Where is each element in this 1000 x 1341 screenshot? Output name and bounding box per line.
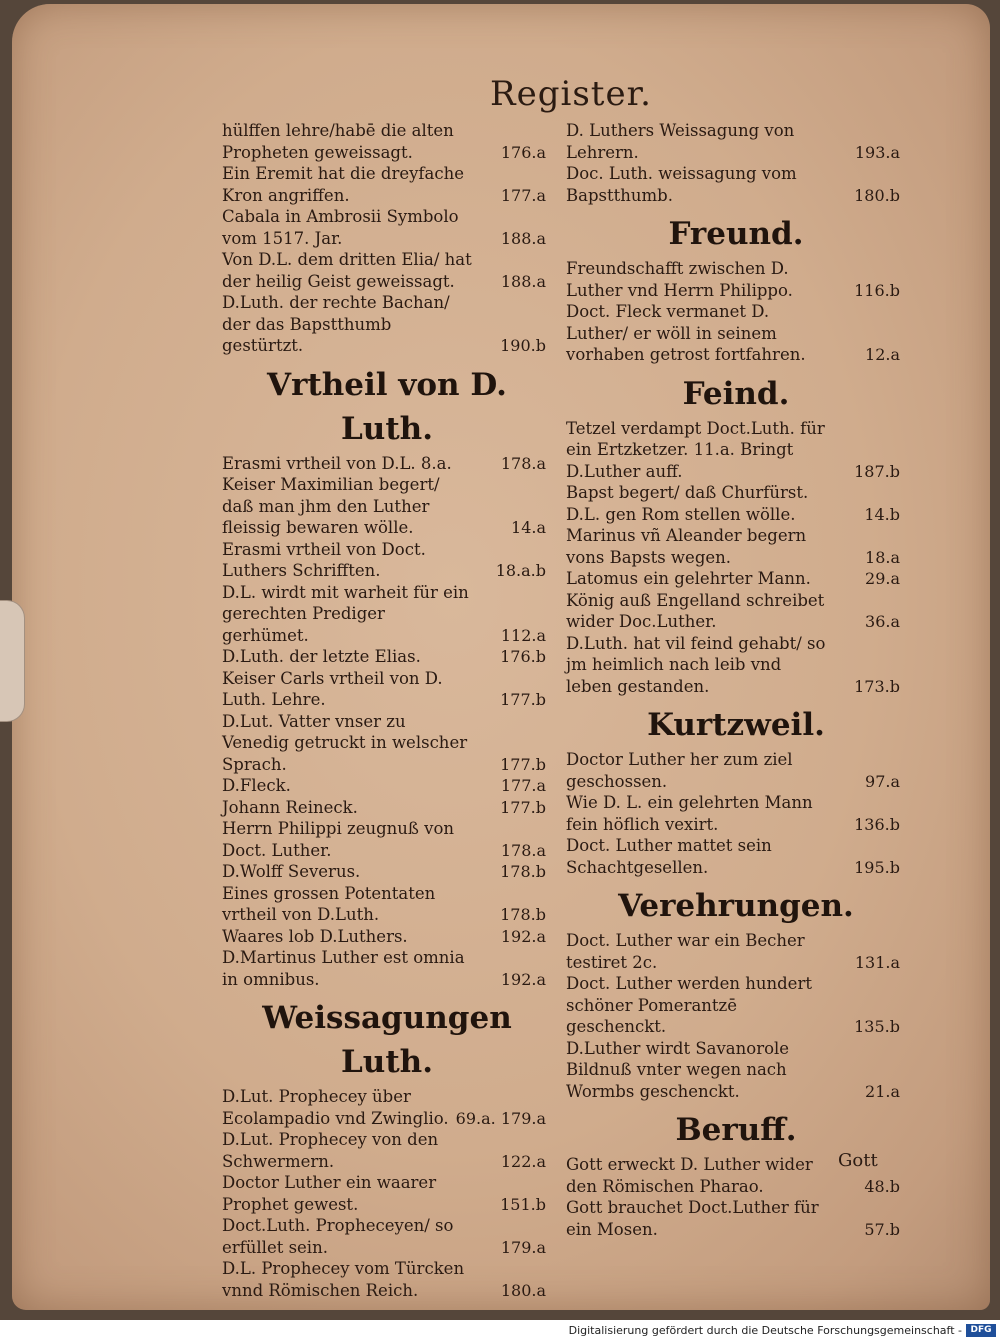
entry-page-ref: 151.b bbox=[500, 1194, 546, 1214]
index-entry bbox=[566, 163, 906, 206]
entry-page-ref: 180.b bbox=[854, 185, 900, 205]
entry-text: Cabala in Ambrosii Symbolo vom 1517. Jar. bbox=[222, 207, 459, 248]
entry-text: Keiser Carls vrtheil von D. Luth. Lehre. bbox=[222, 668, 443, 709]
entry-page-ref: 18.a bbox=[865, 547, 900, 567]
page-header: Register. bbox=[490, 74, 652, 114]
section-heading: Verehrungen. bbox=[618, 888, 854, 924]
entry-text: Freundschafft zwischen D. Luther vnd Herrn Philippo. bbox=[566, 259, 793, 300]
entry-page-ref: 180.a bbox=[500, 1280, 546, 1300]
index-entry bbox=[566, 258, 906, 301]
entry-page-ref: 188.a bbox=[500, 271, 546, 291]
entry-page-ref: 187.b bbox=[854, 461, 900, 481]
index-entry bbox=[222, 582, 552, 647]
entry-page-ref: 57.b bbox=[864, 1219, 900, 1239]
entry-text: Waares lob D.Luthers. bbox=[222, 926, 408, 946]
index-entry bbox=[222, 453, 552, 475]
entry-text: Doctor Luther ein waarer Prophet gewest. bbox=[222, 1173, 437, 1214]
entry-page-ref: 48.b bbox=[864, 1176, 900, 1196]
entry-text: Gott erweckt D. Luther wider den Römischen Pharao. bbox=[566, 1155, 813, 1196]
entry-text: D.Luther wirdt Savanorole Bildnuß vnter wegen nach Wormbs geschenckt. bbox=[566, 1038, 790, 1101]
index-entry bbox=[222, 711, 552, 776]
entry-page-ref: 18.a.b bbox=[495, 561, 546, 580]
index-entry bbox=[566, 633, 906, 698]
entry-page-ref: 177.b bbox=[500, 754, 546, 774]
index-entry bbox=[222, 539, 552, 582]
entry-page-ref: 14.a bbox=[511, 518, 546, 537]
entry-page-ref: 195.b bbox=[854, 857, 900, 877]
entry-text: Doct.Luth. Propheceyen/ so erfüllet sein. bbox=[222, 1216, 454, 1257]
section-heading: Feind. bbox=[682, 375, 790, 412]
index-entry bbox=[566, 973, 906, 1038]
index-entry bbox=[566, 835, 906, 878]
entry-text: Johann Reineck. bbox=[222, 797, 358, 817]
section-heading: Kurtzweil. bbox=[647, 707, 825, 743]
index-entry bbox=[222, 1258, 552, 1301]
index-entry bbox=[566, 1197, 906, 1240]
index-entry bbox=[222, 206, 552, 249]
index-entry bbox=[566, 525, 906, 568]
index-entry bbox=[222, 797, 552, 819]
entry-text: König auß Engelland schreibet wider Doc.Luther. bbox=[566, 590, 825, 631]
entry-text: D.L. Prophecey vom Türcken vnnd Römischen Reich. bbox=[222, 1259, 465, 1300]
index-entry bbox=[222, 883, 552, 926]
footer-bar bbox=[0, 1321, 1000, 1341]
index-entry bbox=[566, 301, 906, 366]
entry-text: D.Lut. Prophecey von den Schwermern. bbox=[222, 1130, 439, 1171]
entry-page-ref: 176.b bbox=[500, 647, 546, 666]
entry-page-ref: 173.b bbox=[854, 676, 900, 696]
entry-page-ref: 14.b bbox=[864, 504, 900, 524]
entry-page-ref: 178.a bbox=[500, 453, 546, 473]
entry-text: D.Lut. Vatter vnser zu Venedig getruckt in welscher Sprach. bbox=[222, 711, 468, 774]
entry-text: Marinus vñ Aleander begern vons Bapsts wegen. bbox=[566, 526, 807, 567]
entry-page-ref: 135.b bbox=[854, 1017, 900, 1036]
entry-text: Latomus ein gelehrter Mann. bbox=[566, 569, 811, 588]
index-entry bbox=[222, 947, 552, 990]
index-entry bbox=[566, 749, 906, 792]
dfg-logo: DFG bbox=[966, 1324, 996, 1337]
index-entry bbox=[566, 482, 906, 525]
entry-page-ref: 192.a bbox=[500, 926, 546, 946]
entry-text: D.Luth. der letzte Elias. bbox=[222, 647, 421, 666]
index-entry bbox=[222, 861, 552, 883]
index-entry bbox=[222, 926, 552, 948]
entry-page-ref: 21.a bbox=[865, 1081, 900, 1101]
section-heading: Weissagungen Luth. bbox=[262, 1000, 512, 1080]
index-entry bbox=[222, 775, 552, 797]
entry-page-ref: 131.a bbox=[854, 952, 900, 972]
entry-page-ref: 192.a bbox=[500, 969, 546, 989]
entry-page-ref: 190.b bbox=[500, 336, 546, 355]
index-entry bbox=[222, 1215, 552, 1258]
section-heading: Beruff. bbox=[675, 1112, 797, 1148]
right-column bbox=[566, 120, 906, 1240]
entry-page-ref: 178.a bbox=[500, 840, 546, 860]
index-entry bbox=[566, 568, 906, 590]
entry-page-ref: 122.a bbox=[500, 1151, 546, 1171]
entry-text: Ein Eremit hat die dreyfache Kron angriffen. bbox=[222, 164, 464, 205]
index-entry bbox=[222, 818, 552, 861]
index-entry bbox=[566, 120, 906, 163]
entry-text: Doct. Luther mattet sein Schachtgesellen. bbox=[566, 836, 772, 877]
entry-page-ref: 178.b bbox=[500, 905, 546, 924]
entry-page-ref: 179.a bbox=[500, 1237, 546, 1257]
entry-page-ref: 177.b bbox=[500, 690, 546, 709]
index-entry bbox=[222, 292, 552, 357]
entry-text: Doct. Fleck vermanet D. Luther/ er wöll in seinem vorhaben getrost fortfahren. bbox=[566, 302, 806, 364]
entry-page-ref: 69.a. 179.a bbox=[455, 1108, 546, 1128]
entry-page-ref: 188.a bbox=[500, 228, 546, 248]
entry-text: hülffen lehre/habē die alten Propheten geweissagt. bbox=[222, 121, 454, 162]
left-column bbox=[222, 120, 552, 1301]
index-entry bbox=[222, 1086, 552, 1129]
entry-text: Doctor Luther her zum ziel geschossen. bbox=[566, 750, 793, 791]
entry-page-ref: 97.a bbox=[865, 771, 900, 791]
entry-text: D.Luth. der rechte Bachan/ der das Bapstthumb gestürtzt. bbox=[222, 293, 450, 355]
entry-text: Erasmi vrtheil von Doct. Luthers Schrifften. bbox=[222, 539, 426, 580]
index-entry bbox=[222, 1129, 552, 1172]
entry-text: D.Martinus Luther est omnia in omnibus. bbox=[222, 948, 465, 989]
index-entry bbox=[222, 1172, 552, 1215]
entry-text: Bapst begert/ daß Churfürst. D.L. gen Rom stellen wölle. bbox=[566, 483, 809, 524]
index-entry bbox=[566, 792, 906, 835]
index-entry bbox=[222, 120, 552, 163]
entry-text: Wie D. L. ein gelehrten Mann fein höflich vexirt. bbox=[566, 793, 813, 834]
entry-page-ref: 116.b bbox=[854, 280, 900, 300]
entry-text: Keiser Maximilian begert/ daß man jhm den Luther fleissig bewaren wölle. bbox=[222, 475, 440, 537]
entry-text: Doc. Luth. weissagung vom Bapstthumb. bbox=[566, 164, 797, 205]
index-entry bbox=[566, 418, 906, 483]
entry-text: Herrn Philippi zeugnuß von Doct. Luther. bbox=[222, 819, 455, 860]
entry-text: Eines grossen Potentaten vrtheil von D.Luth. bbox=[222, 883, 436, 924]
index-entry bbox=[222, 163, 552, 206]
index-entry bbox=[566, 930, 906, 973]
entry-page-ref: 177.b bbox=[500, 797, 546, 817]
entry-text: D.L. wirdt mit warheit für ein gerechten Prediger gerhümet. bbox=[222, 582, 469, 645]
index-entry bbox=[566, 590, 906, 633]
entry-text: Erasmi vrtheil von D.L. 8.a. bbox=[222, 453, 452, 473]
entry-page-ref: 178.b bbox=[500, 862, 546, 881]
page-clip bbox=[0, 600, 25, 722]
entry-page-ref: 177.a bbox=[500, 776, 546, 795]
entry-text: Doct. Luther werden hundert schöner Pomerantzē geschenckt. bbox=[566, 974, 812, 1036]
entry-text: D.Wolff Severus. bbox=[222, 862, 361, 881]
entry-text: D.Fleck. bbox=[222, 776, 291, 795]
entry-text: D.Luth. hat vil feind gehabt/ so jm heimlich nach leib vnd leben gestanden. bbox=[566, 633, 826, 696]
entry-text: Tetzel verdampt Doct.Luth. für ein Ertzketzer. 11.a. Bringt D.Luther auff. bbox=[566, 418, 825, 481]
index-entry bbox=[222, 668, 552, 711]
entry-page-ref: 112.a bbox=[500, 625, 546, 645]
entry-page-ref: 29.a bbox=[865, 569, 900, 588]
index-entry bbox=[222, 249, 552, 292]
entry-text: Doct. Luther war ein Becher testiret 2c. bbox=[566, 931, 805, 972]
entry-text: D. Luthers Weissagung von Lehrern. bbox=[566, 121, 795, 162]
entry-page-ref: 176.a bbox=[500, 142, 546, 162]
entry-page-ref: 136.b bbox=[854, 814, 900, 834]
entry-page-ref: 177.a bbox=[500, 185, 546, 205]
index-entry bbox=[222, 474, 552, 539]
entry-text: Gott brauchet Doct.Luther für ein Mosen. bbox=[566, 1198, 819, 1239]
catchword: Gott bbox=[838, 1150, 878, 1171]
entry-page-ref: 193.a bbox=[854, 142, 900, 162]
section-heading: Vrtheil von D. Luth. bbox=[267, 366, 507, 447]
index-entry bbox=[566, 1038, 906, 1103]
section-heading: Freund. bbox=[668, 216, 804, 252]
entry-page-ref: 12.a bbox=[865, 345, 900, 364]
entry-text: Von D.L. dem dritten Elia/ hat der heilig Geist geweissagt. bbox=[222, 250, 472, 291]
index-entry bbox=[222, 646, 552, 668]
entry-page-ref: 36.a bbox=[865, 612, 900, 631]
footer-credit: Digitalisierung gefördert durch die Deutsche Forschungsgemeinschaft - bbox=[568, 1324, 962, 1337]
entry-text: D.Lut. Prophecey über Ecolampadio vnd Zwinglio. bbox=[222, 1087, 449, 1128]
